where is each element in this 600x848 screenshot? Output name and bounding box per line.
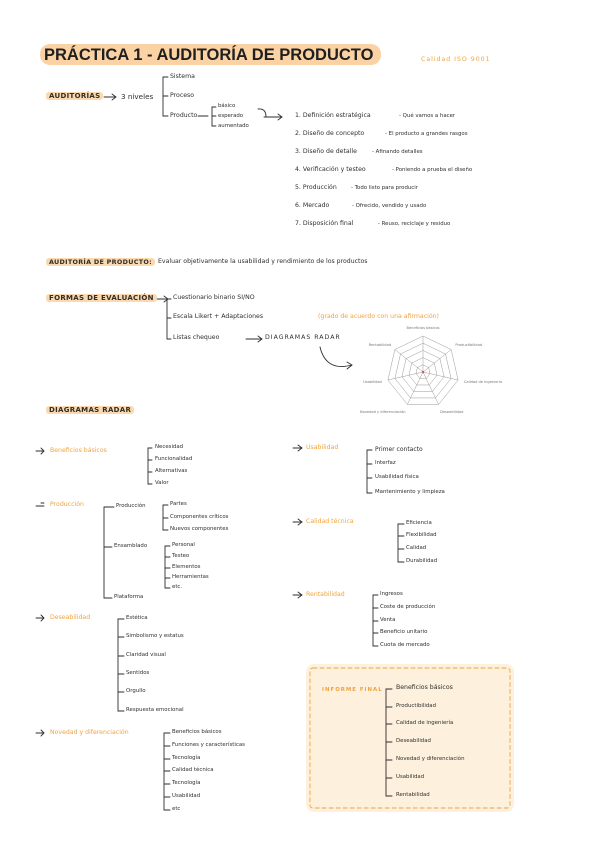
item: Eficiencia	[406, 520, 432, 526]
phase-name: 2. Diseño de concepto	[295, 130, 365, 137]
eval-item-binario: Cuestionario binario SI/NO	[173, 294, 255, 301]
item: Sentidos	[126, 670, 150, 676]
item: Estética	[126, 615, 148, 621]
item: Mantenimiento y limpieza	[375, 489, 445, 495]
phase-name: 5. Producción	[295, 184, 337, 191]
item: Funciones y características	[172, 742, 245, 748]
radar-axis-label: Deseabilidad	[440, 409, 464, 414]
phase-desc: - El producto a grandes rasgos	[385, 131, 468, 137]
level-producto: Producto	[170, 112, 198, 119]
item: Calidad	[406, 545, 427, 551]
group-produccion: Producción	[50, 501, 84, 508]
item: Valor	[155, 480, 169, 486]
item: etc.	[172, 584, 183, 590]
informe-item: Usabilidad	[396, 774, 425, 780]
phase-desc: - Afinando detalles	[372, 149, 423, 155]
item: Personal	[172, 542, 195, 548]
item: Interfaz	[375, 460, 396, 466]
radar-axis-label: Productibilidad	[455, 342, 483, 347]
item: Nuevos componentes	[170, 526, 229, 532]
item: Usabilidad física	[375, 474, 419, 480]
group-beneficios: Beneficios básicos	[50, 447, 107, 454]
informe-item: Beneficios básicos	[396, 684, 453, 691]
radar-axis	[423, 372, 439, 404]
likert-note: (grado de acuerdo con una afirmación)	[318, 313, 439, 320]
item: Flexibilidad	[406, 532, 437, 538]
phase-desc: - Qué vamos a hacer	[399, 113, 456, 119]
radar-axis	[388, 372, 423, 380]
radar-axis-label: Calidad de ingeniería	[463, 379, 503, 384]
sub-ensamblado: Ensamblado	[114, 543, 148, 549]
radar-grid-ring	[395, 343, 451, 398]
level-proceso: Proceso	[170, 92, 195, 99]
phase-desc: - Todo listo para producir	[351, 185, 418, 191]
group-calidad-tecnica: Calidad técnica	[306, 518, 354, 525]
radar-center-dot	[422, 371, 424, 373]
informe-item: Deseabilidad	[396, 738, 431, 744]
eval-item-likert: Escala Likert + Adaptaciones	[173, 313, 264, 320]
definition-label: AUDITORÍA DE PRODUCTO:	[46, 258, 155, 266]
radar-grid-ring	[409, 358, 437, 385]
item: Primer contacto	[375, 446, 423, 453]
item: Durabilidad	[406, 558, 438, 564]
diagramas-label: DIAGRAMAS RADAR	[46, 406, 134, 414]
producto-basico: básico	[218, 103, 236, 109]
phase-name: 6. Mercado	[295, 202, 330, 209]
item: Usabilidad	[172, 793, 201, 799]
informe-item: Novedad y diferenciación	[396, 756, 465, 762]
radar-axis	[423, 372, 458, 380]
item: Necesidad	[155, 444, 184, 450]
phase-name: 7. Disposición final	[295, 220, 354, 227]
phase-desc: - Poniendo a prueba el diseño	[392, 167, 473, 173]
item: Beneficio unitario	[380, 629, 428, 635]
item: Calidad técnica	[172, 767, 214, 773]
item: Tecnología	[172, 755, 201, 761]
item: Beneficios básicos	[172, 729, 222, 735]
informe-item: Rentabilidad	[396, 792, 430, 798]
radar-axis-label: Novedad y diferenciación	[359, 409, 406, 414]
radar-axis	[407, 372, 423, 404]
phase-desc: - Ofrecido, vendido y usado	[352, 203, 427, 209]
item: Elementos	[172, 564, 201, 570]
eval-item-listas: Listas chequeo	[173, 334, 220, 341]
radar-axis-label: Beneficios básicos	[406, 326, 440, 330]
radar-grid-ring	[402, 350, 444, 391]
item: Ingresos	[380, 591, 403, 597]
item: Cuota de mercado	[380, 642, 430, 648]
item: Testeo	[172, 553, 190, 559]
radar-axis	[423, 350, 451, 372]
iso-standard: Calidad ISO 9001	[421, 56, 491, 63]
sub-produccion: Producción	[116, 503, 146, 509]
levels-label: 3 niveles	[121, 92, 154, 101]
item: Funcionalidad	[155, 456, 193, 462]
group-rentabilidad: Rentabilidad	[306, 591, 345, 598]
radar-axis-label: Rentabilidad	[368, 342, 392, 347]
item: Venta	[380, 617, 396, 623]
item: Respuesta emocional	[126, 707, 184, 713]
producto-aumentado: aumentado	[218, 123, 249, 129]
phase-name: 4. Verificación y testeo	[295, 166, 366, 173]
group-usabilidad: Usabilidad	[306, 444, 339, 451]
radar-axis-label: Usabilidad	[363, 379, 382, 384]
radar-grid-ring	[416, 365, 430, 379]
item: Herramientas	[172, 574, 209, 580]
level-sistema: Sistema	[170, 73, 195, 80]
item: Claridad visual	[126, 652, 166, 658]
radar-grid-ring	[388, 336, 458, 404]
phase-name: 3. Diseño de detalle	[295, 148, 357, 155]
definition-text: Evaluar objetivamente la usabilidad y rendimiento de los productos	[158, 258, 368, 265]
informe-final-label: INFORME FINAL	[322, 687, 383, 693]
auditorias-label: AUDITORÍAS	[46, 92, 103, 100]
item: Simbolismo y estatus	[126, 633, 184, 639]
item: Componentes críticos	[170, 514, 229, 520]
radar-arrow-label: DIAGRAMAS RADAR	[265, 334, 341, 341]
item: etc	[172, 806, 181, 812]
item: Partes	[170, 501, 187, 507]
informe-item: Calidad de ingeniería	[396, 720, 454, 726]
group-deseabilidad: Deseabilidad	[50, 614, 91, 621]
item: Orgullo	[126, 688, 146, 694]
sub-plataforma: Plataforma	[114, 594, 144, 600]
informe-item: Productibilidad	[396, 703, 437, 709]
phase-desc: - Reuso, reciclaje y residuo	[378, 221, 451, 227]
group-novedad: Novedad y diferenciación	[50, 729, 129, 736]
item: Tecnología	[172, 780, 201, 786]
producto-esperado: esperado	[218, 113, 244, 119]
item: Alternativas	[155, 468, 188, 474]
radar-axis	[395, 350, 423, 372]
item: Coste de producción	[380, 604, 436, 610]
evaluacion-label: FORMAS DE EVALUACIÓN	[46, 294, 157, 302]
page-title: PRÁCTICA 1 - AUDITORÍA DE PRODUCTO	[40, 44, 381, 65]
phase-name: 1. Definición estratégica	[295, 112, 371, 119]
